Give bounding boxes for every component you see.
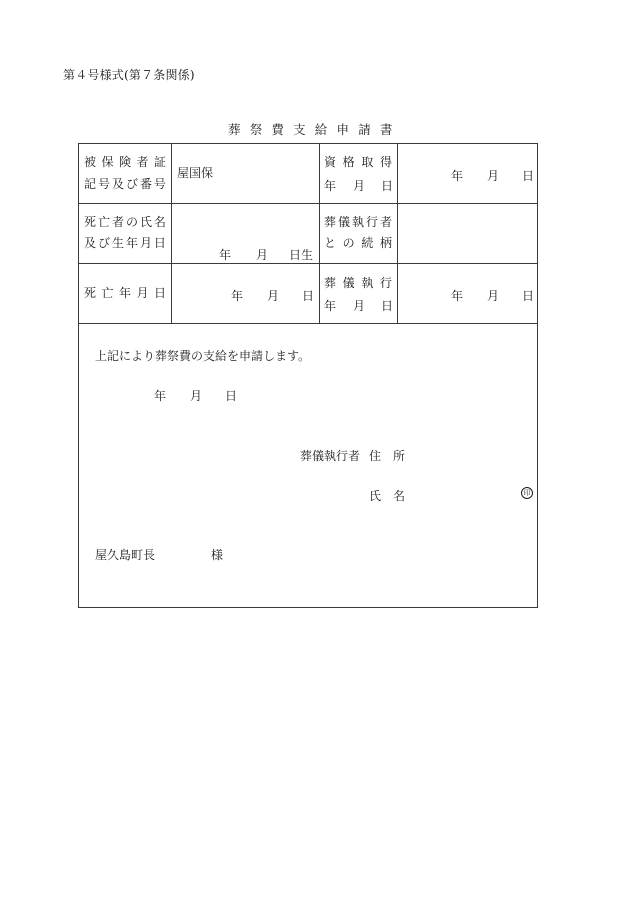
insured-card-label-line2: 記 号 及 び 番 号 bbox=[84, 177, 166, 191]
executor-relation-label-line1: 葬 儀 執 行 者 bbox=[324, 215, 392, 229]
funeral-label-year: 年 bbox=[324, 299, 337, 313]
document-title: 葬祭費支給申請書 bbox=[228, 122, 402, 137]
insured-card-number-value: 屋国保 bbox=[177, 166, 214, 180]
death-date-label: 死 亡 年 月 日 bbox=[84, 286, 166, 300]
birth-date-day: 日生 bbox=[289, 248, 314, 262]
funeral-label-month: 月 bbox=[353, 299, 366, 313]
funeral-date-day: 日 bbox=[522, 289, 535, 303]
death-date-month: 月 bbox=[267, 289, 280, 303]
addressee-honorific: 様 bbox=[211, 548, 224, 562]
death-date-year: 年 bbox=[231, 289, 244, 303]
row-divider bbox=[79, 203, 537, 204]
seal-mark-icon: 印 bbox=[521, 487, 533, 499]
address-label: 住 所 bbox=[369, 449, 406, 463]
qualification-date-year: 年 bbox=[451, 169, 464, 183]
birth-date-month: 月 bbox=[256, 248, 269, 262]
column-divider bbox=[319, 144, 320, 324]
qualification-label-month: 月 bbox=[353, 179, 366, 193]
application-date-year: 年 bbox=[154, 389, 167, 403]
application-date-day: 日 bbox=[225, 389, 238, 403]
application-date-month: 月 bbox=[190, 389, 203, 403]
funeral-date-year: 年 bbox=[451, 289, 464, 303]
column-divider bbox=[171, 144, 172, 324]
deceased-name-label-line1: 死 亡 者 の 氏 名 bbox=[84, 215, 166, 229]
column-divider bbox=[397, 144, 398, 324]
qualification-label-day: 日 bbox=[381, 179, 394, 193]
application-statement: 上記により葬祭費の支給を申請します。 bbox=[95, 349, 311, 363]
addressee-title: 屋久島町長 bbox=[95, 548, 156, 562]
qualification-date-day: 日 bbox=[522, 169, 535, 183]
qualification-label-year: 年 bbox=[324, 179, 337, 193]
row-divider bbox=[79, 263, 537, 264]
name-label: 氏 名 bbox=[369, 489, 406, 503]
insured-card-label-line1: 被 保 険 者 証 bbox=[84, 155, 166, 169]
form-number: 第４号様式(第７条関係) bbox=[63, 68, 195, 82]
funeral-label-day: 日 bbox=[381, 299, 394, 313]
deceased-name-label-line2: 及 び 生 年 月 日 bbox=[84, 236, 166, 250]
qualification-date-month: 月 bbox=[487, 169, 500, 183]
qualification-date-label: 資 格 取 得 bbox=[324, 155, 392, 169]
row-divider bbox=[79, 323, 537, 324]
executor-relation-label-line2: と の 続 柄 bbox=[324, 236, 392, 250]
death-date-day: 日 bbox=[302, 289, 315, 303]
birth-date-year: 年 bbox=[219, 248, 232, 262]
funeral-date-month: 月 bbox=[487, 289, 500, 303]
funeral-date-label: 葬 儀 執 行 bbox=[324, 276, 392, 290]
executor-label: 葬儀執行者 bbox=[300, 449, 361, 463]
